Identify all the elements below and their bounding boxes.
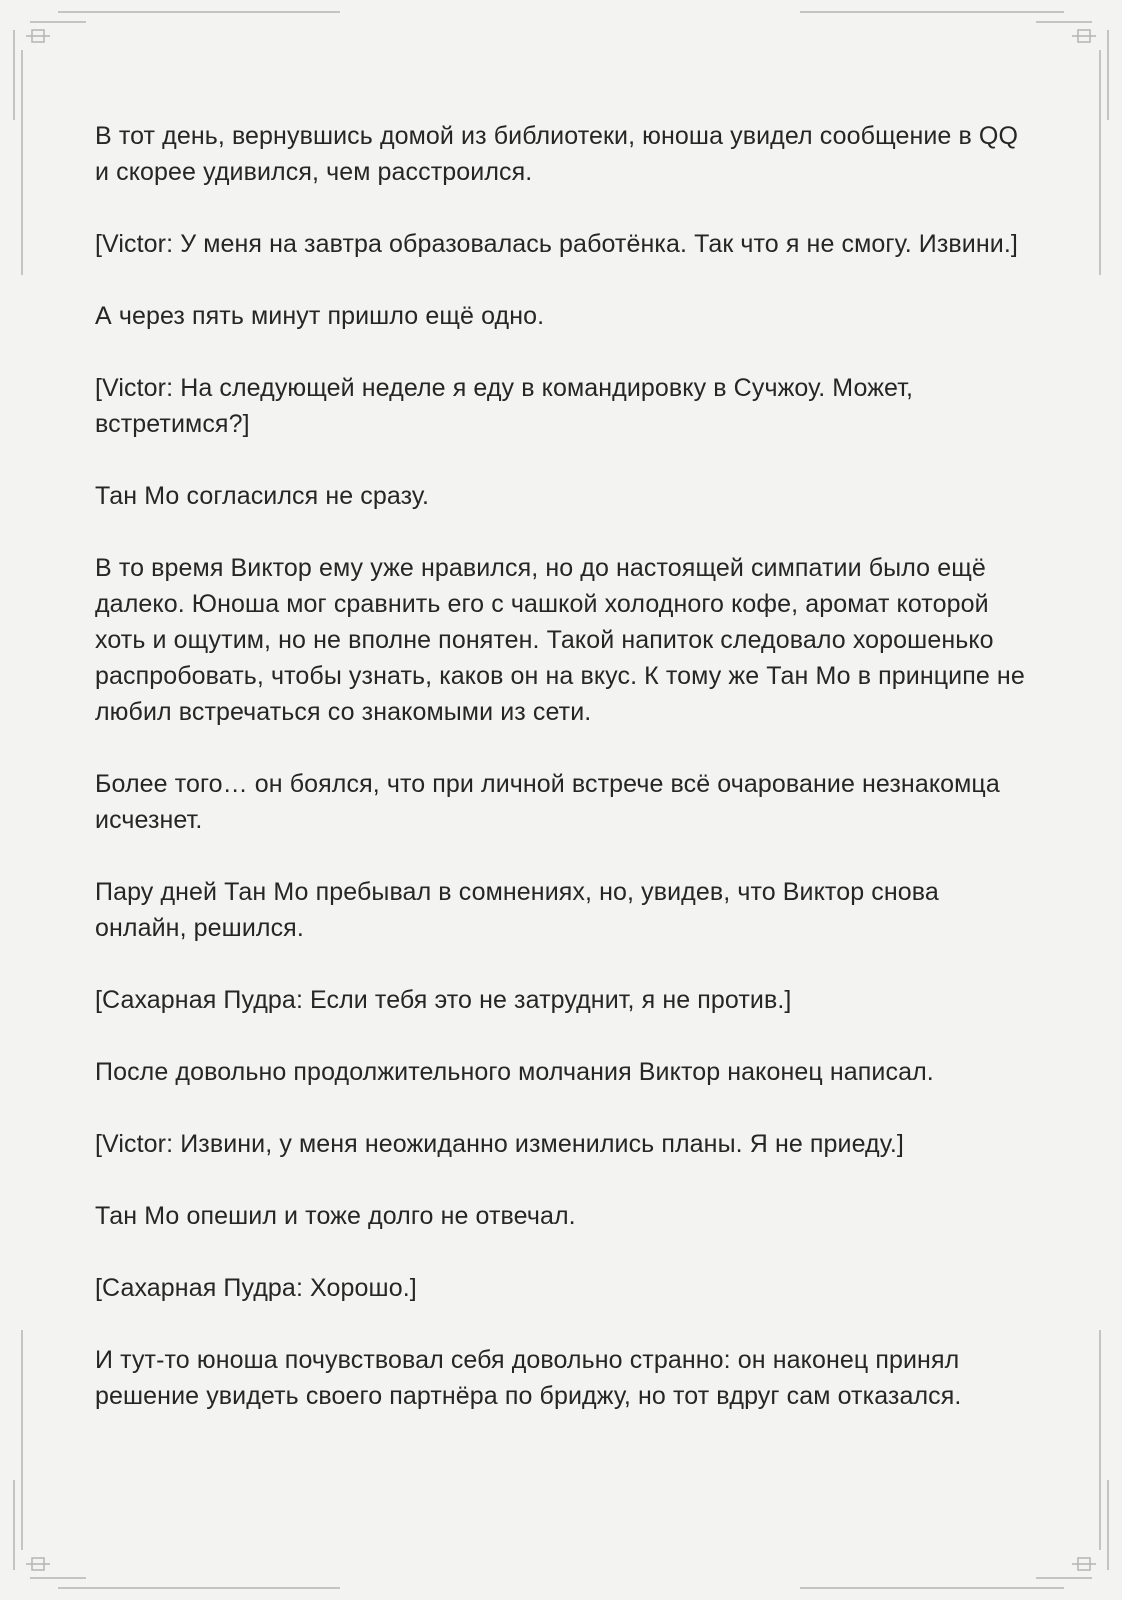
- paragraph: После довольно продолжительного молчания Виктор наконец написал.: [95, 1058, 934, 1086]
- paragraph: [Сахарная Пудра: Хорошо.]: [95, 1274, 417, 1302]
- paragraph: Пару дней Тан Мо пребывал в сомнениях, но, увидев, что Виктор снова онлайн, решился.: [95, 878, 939, 942]
- paragraph: Более того… он боялся, что при личной встрече всё очарование незнакомца исчезнет.: [95, 770, 1000, 834]
- paragraph: [Victor: На следующей неделе я еду в командировку в Сучжоу. Может, встретимся?]: [95, 374, 914, 438]
- paragraph: [Victor: Извини, у меня неожиданно изменились планы. Я не приеду.]: [95, 1130, 904, 1158]
- paragraph: Тан Мо согласился не сразу.: [95, 482, 430, 510]
- paragraph: [Victor: У меня на завтра образовалась работёнка. Так что я не смогу. Извини.]: [95, 230, 1018, 258]
- paragraph: И тут-то юноша почувствовал себя довольно странно: он наконец принял решение увидеть своего партнёра по бриджу, но тот вдруг сам отказался.: [95, 1346, 962, 1410]
- paragraph: В то время Виктор ему уже нравился, но до настоящей симпатии было ещё далеко. Юноша мог сравнить его с чашкой холодного кофе, аромат которой хоть и ощутим, но не вполне понятен. Такой напиток следовало хорошенько распробовать, чтобы узнать, каков он на вкус. К тому же Тан Мо в принципе не любил встречаться со знакомыми из сети.: [95, 554, 1025, 726]
- paragraph: А через пять минут пришло ещё одно.: [95, 302, 545, 330]
- paragraph: [Сахарная Пудра: Если тебя это не затруднит, я не против.]: [95, 986, 792, 1014]
- paragraph: Тан Мо опешил и тоже долго не отвечал.: [95, 1202, 576, 1230]
- paragraph: В тот день, вернувшись домой из библиотеки, юноша увидел сообщение в QQ и скорее удивился, чем расстроился.: [95, 122, 1019, 186]
- document-body: [95, 118, 1035, 1450]
